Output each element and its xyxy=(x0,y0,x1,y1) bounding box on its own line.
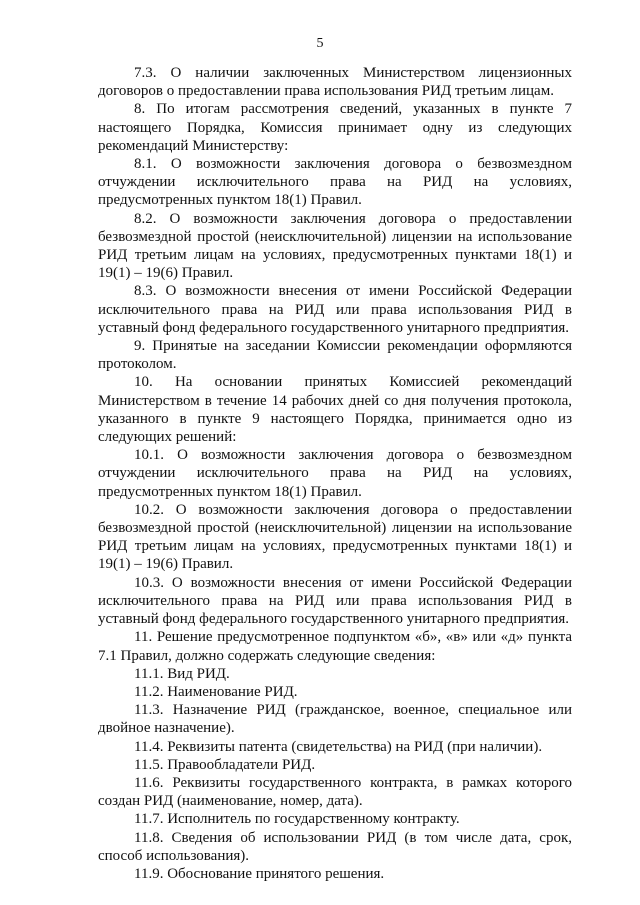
paragraph-11-7: 11.7. Исполнитель по государственному контракту. xyxy=(134,811,460,828)
paragraph-9: 9. Принятые на заседании Комиссии рекомендации оформляются протоколом. xyxy=(98,338,572,373)
paragraph-8-1: 8.1. О возможности заключения договора о безвозмездном отчуждении исключительного права на РИД на условиях, предусмотренных пунктом 18(1) Правил. xyxy=(98,156,572,209)
paragraph-8: 8. По итогам рассмотрения сведений, указанных в пункте 7 настоящего Порядка, Комиссия принимает одну из следующих рекомендаций Министерству: xyxy=(98,101,572,154)
paragraph-10-3: 10.3. О возможности внесения от имени Российской Федерации исключительного права на РИД или права использования РИД в уставный фонд федерального государственного унитарного предприятия. xyxy=(98,574,572,628)
paragraph-10: 10. На основании принятых Комиссией рекомендаций Министерством в течение 14 рабочих дней со дня получения протокола, указанного в пункте 9 настоящего Порядка, принимается одно из следующих решений: xyxy=(98,374,572,446)
paragraph-11-4: 11.4. Реквизиты патента (свидетельства) на РИД (при наличии). xyxy=(134,738,543,755)
paragraph-10-2: 10.2. О возможности заключения договора о предоставлении безвозмездной простой (неисключительной) лицензии на использование РИД третьим лицам на условиях, предусмотренных пунктами 18(1) и 19(1) – 19(6) Правил. xyxy=(98,501,572,573)
paragraph-11: 11. Решение предусмотренное подпунктом «б», «в» или «д» пункта 7.1 Правил, должно содержать следующие сведения: xyxy=(98,629,572,664)
document-body xyxy=(98,64,572,883)
paragraph-11-1: 11.1. Вид РИД. xyxy=(134,665,230,682)
paragraph-11-8: 11.8. Сведения об использовании РИД (в том числе дата, срок, способ использования). xyxy=(98,829,572,864)
paragraph-8-2: 8.2. О возможности заключения договора о предоставлении безвозмездной простой (неисключительной) лицензии на использование РИД третьим лицам на условиях, предусмотренных пунктами 18(1) и 19(1) – 19(6) Правил. xyxy=(98,210,572,282)
paragraph-11-2: 11.2. Наименование РИД. xyxy=(134,683,298,700)
paragraph-10-1: 10.1. О возможности заключения договора о безвозмездном отчуждении исключительного права на РИД на условиях, предусмотренных пунктом 18(1) Правил. xyxy=(98,447,572,500)
paragraph-11-3: 11.3. Назначение РИД (гражданское, военное, специальное или двойное назначение). xyxy=(98,702,572,737)
paragraph-11-5: 11.5. Правообладатели РИД. xyxy=(134,756,316,773)
paragraph-11-6: 11.6. Реквизиты государственного контракта, в рамках которого создан РИД (наименование, номер, дата). xyxy=(98,774,572,810)
paragraph-7-3: 7.3. О наличии заключенных Министерством лицензионных договоров о предоставлении права использования РИД третьим лицам. xyxy=(98,65,572,100)
paragraph-8-3: 8.3. О возможности внесения от имени Российской Федерации исключительного права на РИД или права использования РИД в уставный фонд федерального государственного унитарного предприятия. xyxy=(98,283,572,336)
paragraph-11-9: 11.9. Обоснование принятого решения. xyxy=(134,865,385,882)
page-number: 5 xyxy=(316,36,324,51)
